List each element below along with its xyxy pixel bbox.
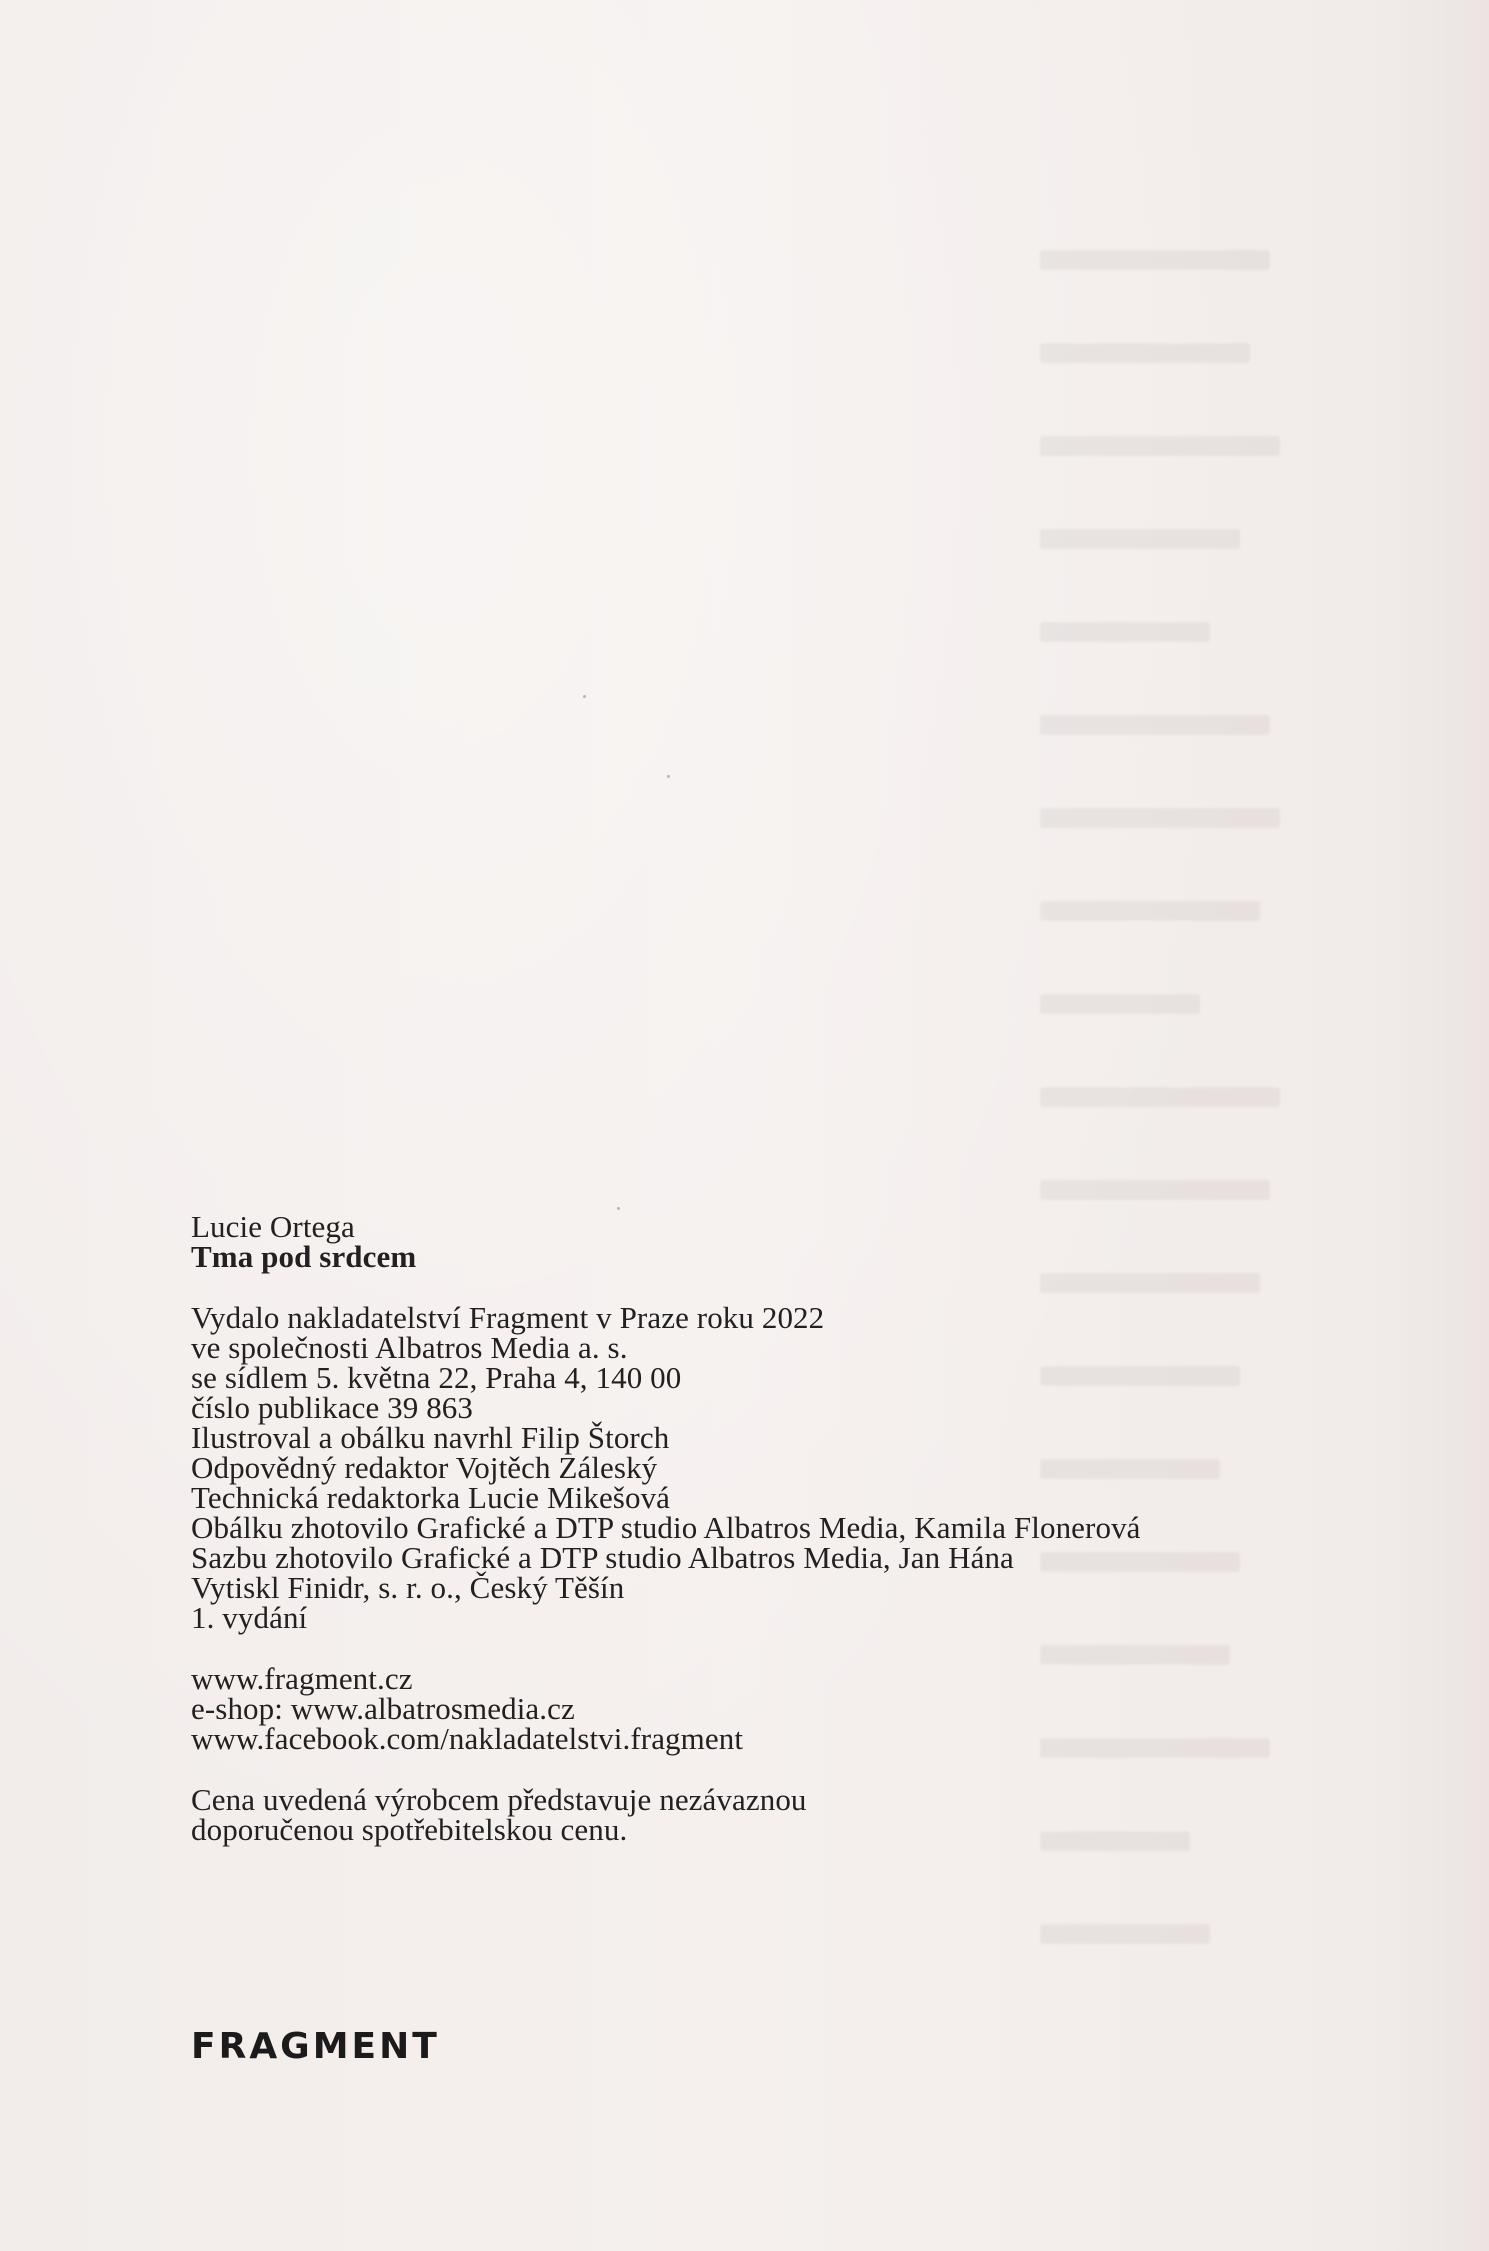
price-note-line: Cena uvedená výrobcem představuje nezávaznou <box>191 1782 807 1817</box>
publisher-line: Obálku zhotovilo Grafické a DTP studio Albatros Media, Kamila Flonerová <box>191 1510 1141 1545</box>
price-note-line: doporučenou spotřebitelskou cenu. <box>191 1812 628 1847</box>
publisher-line: ve společnosti Albatros Media a. s. <box>191 1330 628 1365</box>
publisher-line: Ilustroval a obálku navrhl Filip Štorch <box>191 1420 670 1455</box>
paper-speck <box>583 695 586 698</box>
colophon <box>191 1209 1341 1847</box>
publisher-line: Odpovědný redaktor Vojtěch Záleský <box>191 1450 658 1485</box>
fragment-logo: FRAGMENT <box>191 2026 440 2067</box>
publisher-line: Sazbu zhotovilo Grafické a DTP studio Albatros Media, Jan Hána <box>191 1540 1014 1575</box>
publisher-line: Vydalo nakladatelství Fragment v Praze roku 2022 <box>191 1300 825 1335</box>
price-note <box>191 1782 1341 1847</box>
edition-line: 1. vydání <box>191 1600 308 1635</box>
website-link: www.fragment.cz <box>191 1661 413 1696</box>
publisher-info <box>191 1300 1341 1635</box>
paper-speck <box>667 775 670 778</box>
eshop-link: e-shop: www.albatrosmedia.cz <box>191 1691 575 1726</box>
publisher-line: Technická redaktorka Lucie Mikešová <box>191 1480 671 1515</box>
book-title: Tma pod srdcem <box>191 1239 417 1274</box>
facebook-link: www.facebook.com/nakladatelstvi.fragment <box>191 1721 744 1756</box>
publisher-line: Vytiskl Finidr, s. r. o., Český Těšín <box>191 1570 625 1605</box>
publisher-line: číslo publikace 39 863 <box>191 1390 474 1425</box>
paper-speck <box>617 1207 620 1210</box>
publisher-line: se sídlem 5. května 22, Praha 4, 140 00 <box>191 1360 682 1395</box>
author-name: Lucie Ortega <box>191 1209 355 1244</box>
web-links <box>191 1661 1341 1756</box>
